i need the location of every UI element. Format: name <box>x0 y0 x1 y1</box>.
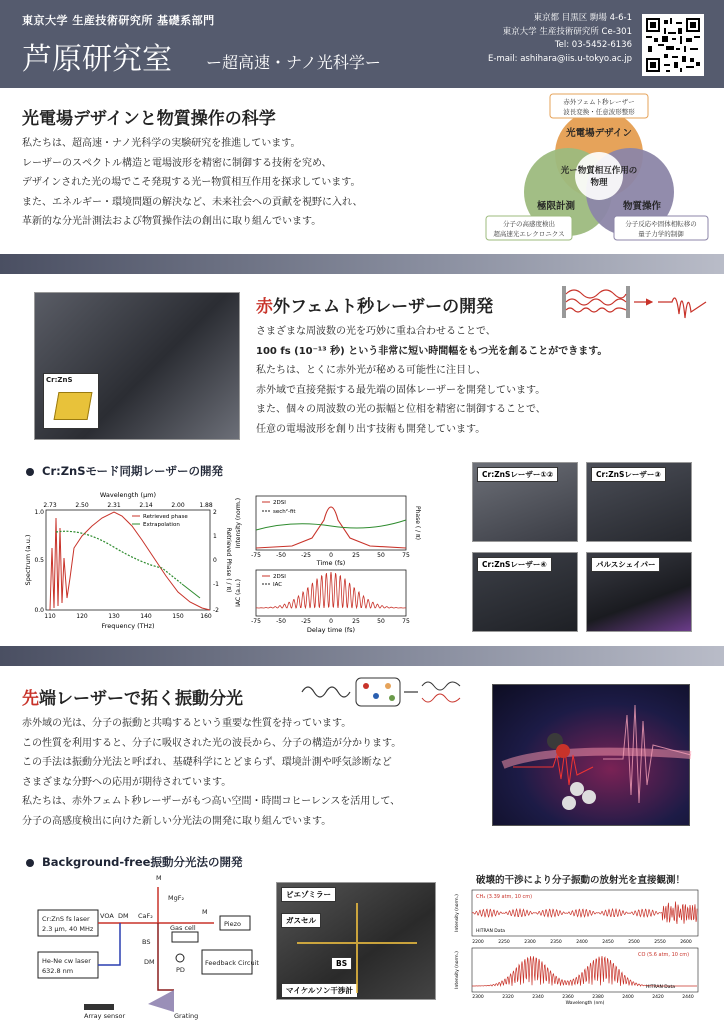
top-x-tick: 2200 <box>472 940 484 945</box>
vib-line: この性質を利用すると、分子に吸収された光の波長から、分子の構造が分かります。 <box>22 737 402 749</box>
intro-line: また、エネルギー・環境問題の解決など、未来社会への貢献を視野に入れ、 <box>22 196 363 208</box>
venn-right-note-2: 量子力学的制御 <box>638 230 684 238</box>
top-tick: 2.31 <box>107 502 121 509</box>
top-tick: 2.14 <box>139 502 153 509</box>
dm2-label: DM <box>144 958 155 966</box>
vib-title-rest: 端レーザーで拓く振動分光 <box>39 689 243 709</box>
y-tick: 1.0 <box>34 509 44 516</box>
address-line-1: 東京都 目黒区 駒場 4-6-1 <box>533 13 632 23</box>
x-tick: 110 <box>44 613 56 620</box>
vib-subsection-title <box>26 854 242 870</box>
laser-title <box>256 292 493 317</box>
wavelength-axis-label: Wavelength (μm) <box>99 491 157 499</box>
legend-fit: sech²-fit <box>273 509 296 515</box>
bottom-x-tick: 2340 <box>532 995 544 1000</box>
bottom-x-tick: 2440 <box>682 995 694 1000</box>
optical-setup-diagram <box>24 872 270 1020</box>
venn-right-label: 物質操作 <box>622 201 662 212</box>
y-axis-label: Spectrum (a.u.) <box>24 534 32 586</box>
photo-pulse-shaper <box>586 552 692 632</box>
caf2-label: CaF₂ <box>138 912 153 920</box>
laser-subsection-label: Cr:ZnSモード同期レーザーの開発 <box>42 464 224 478</box>
top-tick: 2.73 <box>43 502 57 509</box>
gas-cell-label: Gas cell <box>170 924 196 932</box>
spectrum-plot <box>22 488 230 636</box>
co-legend: CO (5.6 atm, 10 cm) <box>638 952 690 958</box>
organization: 東京大学 生産技術研究所 基礎系部門 <box>22 14 215 27</box>
x-tick: 160 <box>200 613 212 620</box>
address-line-2: 東京大学 生産技術研究所 Ce-301 <box>502 26 632 37</box>
venn-top-label: 光電場デザイン <box>566 128 632 139</box>
molecule-interaction-icon <box>300 674 470 710</box>
delay-tick: 25 <box>352 618 360 625</box>
intro-line: デザインされた光の場でこそ発現する光ー物質相互作用を探求しています。 <box>22 177 361 189</box>
time-tick: 50 <box>377 552 385 559</box>
time-tick: 75 <box>402 552 410 559</box>
delay-tick: 75 <box>402 618 410 625</box>
top-x-tick: 2450 <box>602 940 614 945</box>
laser-line: 赤外域で直接発振する最先端の固体レーザーを開発しています。 <box>256 384 546 396</box>
top-x-tick: 2350 <box>550 940 562 945</box>
legend-extrap: Extrapolation <box>143 522 180 528</box>
laser-photo <box>34 292 240 440</box>
bullet-icon <box>26 468 34 476</box>
pd-label: PD <box>176 966 185 974</box>
ch4-note: HITRAN Data <box>476 929 506 934</box>
intro-title: 光電場デザインと物質操作の科学 <box>22 109 276 129</box>
spectra-title: 破壊的干渉により分子振動の放射光を直接観測！ <box>476 875 686 886</box>
laser2-spec: 632.8 nm <box>42 967 74 975</box>
venn-left-label: 極限計測 <box>536 201 576 212</box>
lab-name: 芦原研究室 <box>22 42 172 77</box>
laser-line: 100 fs (10⁻¹³ 秒) という非常に短い時間幅をもつ光を創ることができます。 <box>256 345 608 357</box>
x-tick: 150 <box>172 613 184 620</box>
y-tick: 0.0 <box>34 607 44 614</box>
bs-label: BS <box>142 938 151 946</box>
voa-label: VOA <box>100 912 114 920</box>
array-sensor-icon <box>84 1004 114 1010</box>
laser1-label: Cr:ZnS fs laser <box>42 915 90 923</box>
intro-line: 私たちは、超高速・ナノ光科学の実験研究を推進しています。 <box>22 138 301 149</box>
top-y-label: Intensity (norm.) <box>455 894 460 932</box>
photo-crzns-laser-12 <box>472 462 578 542</box>
vib-title <box>22 684 243 709</box>
qr-code-icon[interactable] <box>642 14 704 76</box>
top-tick: 2.00 <box>171 502 185 509</box>
telephone: Tel: 03-5452-6136 <box>554 40 632 50</box>
research-venn-diagram <box>486 92 712 248</box>
lab-subtitle: ー超高速・ナノ光科学ー <box>206 53 381 72</box>
m-right-label: M <box>202 908 208 916</box>
pulse-plots <box>232 490 422 636</box>
contact-block <box>488 12 632 66</box>
laser1-spec: 2.3 μm, 40 MHz <box>42 925 94 933</box>
bullet-icon <box>26 859 34 867</box>
m-top-label: M <box>156 874 162 882</box>
pulse-synthesis-icon <box>560 284 710 320</box>
y2-tick: 2 <box>213 509 217 516</box>
venn-center-label-1: 光ー物質相互作用の <box>560 166 638 176</box>
vib-line: 私たちは、赤外フェムト秒レーザーがもつ高い空間・時間コヒーレンスを活用して、 <box>22 796 401 808</box>
intro-body <box>22 134 482 232</box>
bottom-x-tick: 2320 <box>502 995 514 1000</box>
photo-label-michelson: マイケルソン干渉計 <box>281 983 358 998</box>
photo-label: Cr:ZnSレーザー④ <box>477 557 552 572</box>
top-x-tick: 2400 <box>576 940 588 945</box>
venn-left-note-2: 超高速光エレクロニクス <box>493 230 565 238</box>
wavelength-label: Wavelength (nm) <box>565 1001 605 1006</box>
time-tick: 25 <box>352 552 360 559</box>
vib-line: 赤外域の光は、分子の振動と共鳴するという重要な性質を持っています。 <box>22 718 352 729</box>
photo-label-piezo: ピエゾミラー <box>281 887 336 902</box>
bottom-x-tick: 2360 <box>562 995 574 1000</box>
top-x-tick: 2550 <box>654 940 666 945</box>
top-tick: 2.50 <box>75 502 89 509</box>
top-x-tick: 2250 <box>498 940 510 945</box>
bottom-x-tick: 2420 <box>652 995 664 1000</box>
laser-title-rest: 外フェムト秒レーザーの開発 <box>273 297 494 317</box>
y2-tick: 1 <box>213 533 217 540</box>
laser-line: また、個々の周波数の光の振幅と位相を精密に制御することで、 <box>256 404 546 416</box>
email[interactable]: E-mail: ashihara@iis.u-tokyo.ac.jp <box>488 53 632 64</box>
y2-tick: -1 <box>213 581 219 588</box>
laser-line: 任意の電場波形を創り出す技術も開発しています。 <box>256 423 486 435</box>
feedback-label: Feedback Circuit <box>205 959 259 967</box>
legend-2dsi: 2DSI <box>273 500 286 506</box>
laser-line: 私たちは、とくに赤外光が秘める可能性に注目し、 <box>256 365 486 377</box>
venn-top-note-1: 赤外フェムト秒レーザー <box>563 98 635 106</box>
bottom-x-tick: 2300 <box>472 995 484 1000</box>
header-banner <box>0 0 724 88</box>
vib-line: さまざまな分野への応用が期待されています。 <box>22 776 232 788</box>
time-tick: -75 <box>251 552 261 559</box>
crzns-crystal-inset <box>43 373 99 429</box>
photo-label: Cr:ZnSレーザー①② <box>477 467 558 482</box>
interferometer-photo <box>276 882 436 1000</box>
pd-icon <box>176 954 184 962</box>
piezo-label: Piezo <box>224 920 241 928</box>
photo-crzns-laser-4 <box>472 552 578 632</box>
time-tick: -50 <box>276 552 286 559</box>
vib-line: この手法は振動分光法と呼ばれ、基礎科学にとどまらず、環境計測や呼気診断など <box>22 757 392 769</box>
section-divider <box>0 646 724 666</box>
ch4-legend: CH₄ (3.39 atm, 10 cm) <box>476 894 533 900</box>
legend-iac: IAC <box>273 582 283 588</box>
time-tick: -25 <box>301 552 311 559</box>
y2-tick: 0 <box>213 557 217 564</box>
legend-phase: Retrieved phase <box>143 514 188 520</box>
dm-label: DM <box>118 912 129 920</box>
venn-center-label-2: 物理 <box>590 178 608 188</box>
laser-subsection-title <box>26 463 223 479</box>
crystal-icon <box>54 392 93 420</box>
y2-tick: -2 <box>213 607 219 614</box>
y-tick: 0.5 <box>34 557 44 564</box>
molecular-spectra-plot <box>446 886 702 1004</box>
x-tick: 130 <box>108 613 120 620</box>
intensity-y-label: Intensity (norm.) <box>235 497 242 549</box>
co-note: HITRAN Data <box>646 985 676 990</box>
section-divider <box>0 254 724 274</box>
venn-left-note-1: 分子の高感度検出 <box>503 220 555 228</box>
vib-subsection-label: Background-free振動分光法の開発 <box>42 855 243 869</box>
venn-center <box>575 152 623 200</box>
bottom-x-tick: 2380 <box>592 995 604 1000</box>
delay-tick: -75 <box>251 618 261 625</box>
x-axis-label: Frequency (THz) <box>101 622 155 630</box>
grating-label: Grating <box>174 1012 199 1020</box>
laser-line: さまざまな周波数の光を巧妙に重ね合わせることで、 <box>256 326 496 337</box>
delay-tick: 0 <box>329 618 333 625</box>
venn-right-note-1: 分子反応や固体相転移の <box>625 220 697 228</box>
gas-cell-box <box>172 932 198 942</box>
vib-body <box>22 714 482 832</box>
x-tick: 140 <box>140 613 152 620</box>
top-x-tick: 2300 <box>524 940 536 945</box>
vib-title-accent: 先 <box>22 689 39 709</box>
y2-axis-label: Retrieved Phase ( / π) <box>225 527 232 593</box>
top-ticks <box>43 502 213 509</box>
photo-crzns-laser-3 <box>586 462 692 542</box>
photo-label-gascell: ガスセル <box>281 913 321 928</box>
legend-iac-2dsi: 2DSI <box>273 574 286 580</box>
delay-x-label: Delay time (fs) <box>306 626 356 634</box>
x-tick: 120 <box>76 613 88 620</box>
top-x-tick: 2600 <box>680 940 692 945</box>
phase-y-label: Phase ( / π) <box>414 506 421 540</box>
time-tick: 0 <box>329 552 333 559</box>
top-x-tick: 2500 <box>628 940 640 945</box>
grating-icon <box>148 990 174 1012</box>
intro-line: 革新的な分光計測法および物質操作法の創出に取り組んでいます。 <box>22 216 322 228</box>
venn-top-note-2: 波長変換・任意波形整形 <box>563 108 635 116</box>
laser-title-accent: 赤 <box>256 297 273 317</box>
bottom-x-tick: 2400 <box>622 995 634 1000</box>
mgf2-label: MgF₂ <box>168 894 185 902</box>
molecule-illustration <box>492 684 690 826</box>
photo-label: パルスシェイパー <box>591 557 660 572</box>
photo-label-bs: BS <box>331 957 352 970</box>
array-sensor-label: Array sensor <box>84 1012 126 1020</box>
crzns-label: Cr:ZnS <box>46 376 73 384</box>
time-x-label: Time (fs) <box>316 559 346 567</box>
intro-line: レーザーのスペクトル構造と電場波形を精密に制御する技術を究め、 <box>22 157 332 169</box>
top-tick: 1.88 <box>199 502 213 509</box>
delay-tick: -50 <box>276 618 286 625</box>
laser2-label: He-Ne cw laser <box>42 957 91 965</box>
iac-y-label: IAC (a.u.) <box>235 579 242 607</box>
vib-line: 分子の高感度検出に向けた新しい分光法の開発に取り組んでいます。 <box>22 815 332 827</box>
bottom-y-label: Intensity (norm.) <box>455 951 460 989</box>
laser-body <box>256 322 716 440</box>
photo-label: Cr:ZnSレーザー③ <box>591 467 666 482</box>
delay-tick: 50 <box>377 618 385 625</box>
delay-tick: -25 <box>301 618 311 625</box>
